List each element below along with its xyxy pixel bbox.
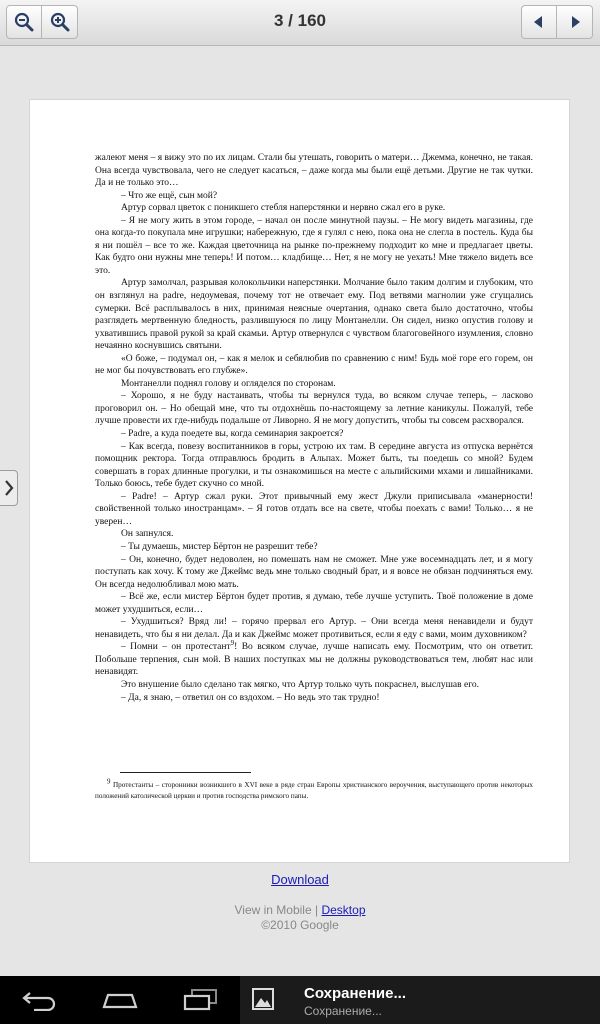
recent-apps-icon bbox=[180, 987, 220, 1011]
paragraph: Он запнулся. bbox=[121, 529, 174, 540]
paragraph: – Да, я знаю, – ответил он со вздохом. – Но ведь это так трудно! bbox=[121, 692, 380, 703]
view-in-mobile-label: View in Mobile bbox=[234, 903, 312, 917]
zoom-out-button[interactable] bbox=[6, 5, 42, 39]
recent-apps-button[interactable] bbox=[178, 984, 222, 1014]
notification-subtitle: Сохранение... bbox=[304, 1004, 382, 1018]
footnote-number: 9 bbox=[107, 777, 111, 786]
paragraph: – Всё же, если мистер Бёртон будет против, я думаю, тебе лучше уступить. Твоё положение в доме может ухудшиться, если… bbox=[95, 592, 533, 615]
paragraph: Артур сорвал цветок с поникшего стебля наперстянки и нервно сжал его в руке. bbox=[121, 203, 446, 214]
zoom-in-icon bbox=[50, 12, 70, 32]
next-page-icon bbox=[568, 15, 582, 29]
back-icon bbox=[20, 987, 60, 1011]
view-mode-row bbox=[0, 903, 600, 917]
paragraph: – Ты думаешь, мистер Бёртон не разрешит тебе? bbox=[121, 541, 318, 552]
footnote-reference[interactable]: 9 bbox=[230, 639, 235, 648]
document-page bbox=[29, 99, 570, 863]
notification-title: Сохранение... bbox=[304, 985, 406, 1002]
download-link[interactable]: Download bbox=[271, 872, 329, 887]
back-button[interactable] bbox=[18, 984, 62, 1014]
footnote bbox=[95, 777, 534, 802]
next-page-button[interactable] bbox=[557, 5, 593, 39]
paragraph: Артур замолчал, разрывая колокольчики наперстянки. Молчание было таким долгим и глубоким, что он взглянул на padre, недоумевая, почему тот не отвечает ему. Под ветвями магнолии уже сгущались сумерки. Всё расплывалось в них, принимая неясные очертания, однако света было достаточно, чтобы разглядеть мертвенную бледность, разлившуюся по лицу Монтанелли. Он сидел, низко опустив голову и ухватившись правой рукой за край скамьи. Артур отвернулся с чувством благоговейного изумления, словно нечаянно коснувшись святыни. bbox=[95, 278, 533, 352]
paragraph bbox=[95, 641, 533, 679]
paragraph: – Хорошо, я не буду настаивать, чтобы ты вернулся туда, во всяком случае теперь, – ласково проговорил он. – Но обещай мне, что ты отдохнёшь по-настоящему за летние каникулы. Пожалуй, тебе лучше провести их где-нибудь подальше от Ливорно. Я не могу допустить, чтобы ты совсем расхворался. bbox=[95, 391, 533, 427]
page-text bbox=[95, 152, 533, 704]
paragraph: – Ухудшиться? Вряд ли! – горячо прервал его Артур. – Они всегда меня ненавидели и будут ненавидеть, что бы я ни делал. Да и как Джеймс может противиться, если я еду с вами, моим духовником? bbox=[95, 617, 533, 640]
top-toolbar bbox=[0, 0, 600, 46]
copyright: ©2010 Google bbox=[261, 918, 339, 932]
zoom-out-icon bbox=[14, 12, 34, 32]
home-button[interactable] bbox=[98, 984, 142, 1014]
side-panel-toggle[interactable] bbox=[0, 470, 18, 506]
desktop-link[interactable]: Desktop bbox=[321, 903, 366, 917]
paragraph: – Он, конечно, будет недоволен, но помешать нам не сможет. Мне уже восемнадцать лет, и я могу поступать как хочу. К тому же Джеймс ведь мне только сводный брат, и я вовсе не обязан подчиняться ему. Он всегда недолюбливал мою мать. bbox=[95, 554, 533, 590]
paragraph: – Я не могу жить в этом городе, – начал он после минутной паузы. – Не могу видеть магазины, где она когда-то покупала мне игрушки; набережную, где я гулял с нею, пока она не слегла в постель. Куда бы я ни пошёл – все то же. Каждая цветочница на рынке по-прежнему подходит ко мне и предлагает цветы. Как будто они нужны мне теперь! И потом… кладбище… Нет, я не могу не уехать! Мне тяжело видеть все это. bbox=[95, 215, 533, 276]
previous-page-button[interactable] bbox=[521, 5, 557, 39]
paragraph: Это внушение было сделано так мягко, что Артур только чуть покраснел, выслушав его. bbox=[121, 679, 480, 690]
paragraph: – Что же ещё, сын мой? bbox=[121, 190, 218, 201]
paragraph: – Как всегда, повезу воспитанников в горы, устрою их там. В середине августа из отпуска вернётся помощник ректора. Тогда отправлюсь бродить в Альпах. Может быть, ты поедешь со мной? Будем совершать в горах длинные прогулки, и ты ознакомишься на месте с альпийскими мхами и лишайниками. Только боюсь, тебе будет скучно со мной. bbox=[95, 441, 533, 490]
paragraph-text: – Помни – он протестант bbox=[121, 642, 231, 653]
separator: | bbox=[315, 903, 319, 917]
image-icon bbox=[252, 988, 274, 1010]
paragraph: – Padre! – Артур сжал руки. Этот привычный ему жест Джули приписывала «манерности! свойственной только иностранцам». – Я готов отдать все на свете, чтобы поехать с вами! Только… я не уверен… bbox=[95, 491, 533, 527]
paragraph: жалеют меня – я вижу это по их лицам. Стали бы утешать, говорить о матери… Джемма, конечно, не такая. Она всегда чувствовала, чего не следует касаться, – даже когда мы были ещё детьми. Другие не так чутки. Да и не только это… bbox=[95, 153, 533, 189]
footnote-text: Протестанты – сторонники возникшего в XVI веке в ряде стран Европы христианского вероучения, выступающего против некоторых положений католической церкви и против господства римского папы. bbox=[95, 781, 534, 800]
page-counter: 3 / 160 bbox=[274, 11, 326, 30]
zoom-in-button[interactable] bbox=[42, 5, 78, 39]
download-notification[interactable] bbox=[240, 976, 600, 1024]
chevron-right-icon bbox=[4, 478, 14, 498]
paragraph: «О боже, – подумал он, – как я мелок и себялюбив по сравнению с ним! Будь моё горе его горем, он не мог бы почувствовать его глубже». bbox=[95, 353, 533, 377]
footnote-divider bbox=[120, 772, 251, 773]
home-icon bbox=[100, 987, 140, 1011]
previous-page-icon bbox=[532, 15, 546, 29]
paragraph: – Padre, а куда поедете вы, когда семинария закроется? bbox=[121, 429, 344, 440]
paragraph: Монтанелли поднял голову и огляделся по сторонам. bbox=[121, 378, 336, 389]
paragraph-text: ! Во всяком случае, лучше написать ему. Посмотрим, что он ответит. Побольше терпения, сын мой. В наших поступках мы не должны руководствоваться тем, любят нас или ненавидят. bbox=[95, 642, 534, 678]
